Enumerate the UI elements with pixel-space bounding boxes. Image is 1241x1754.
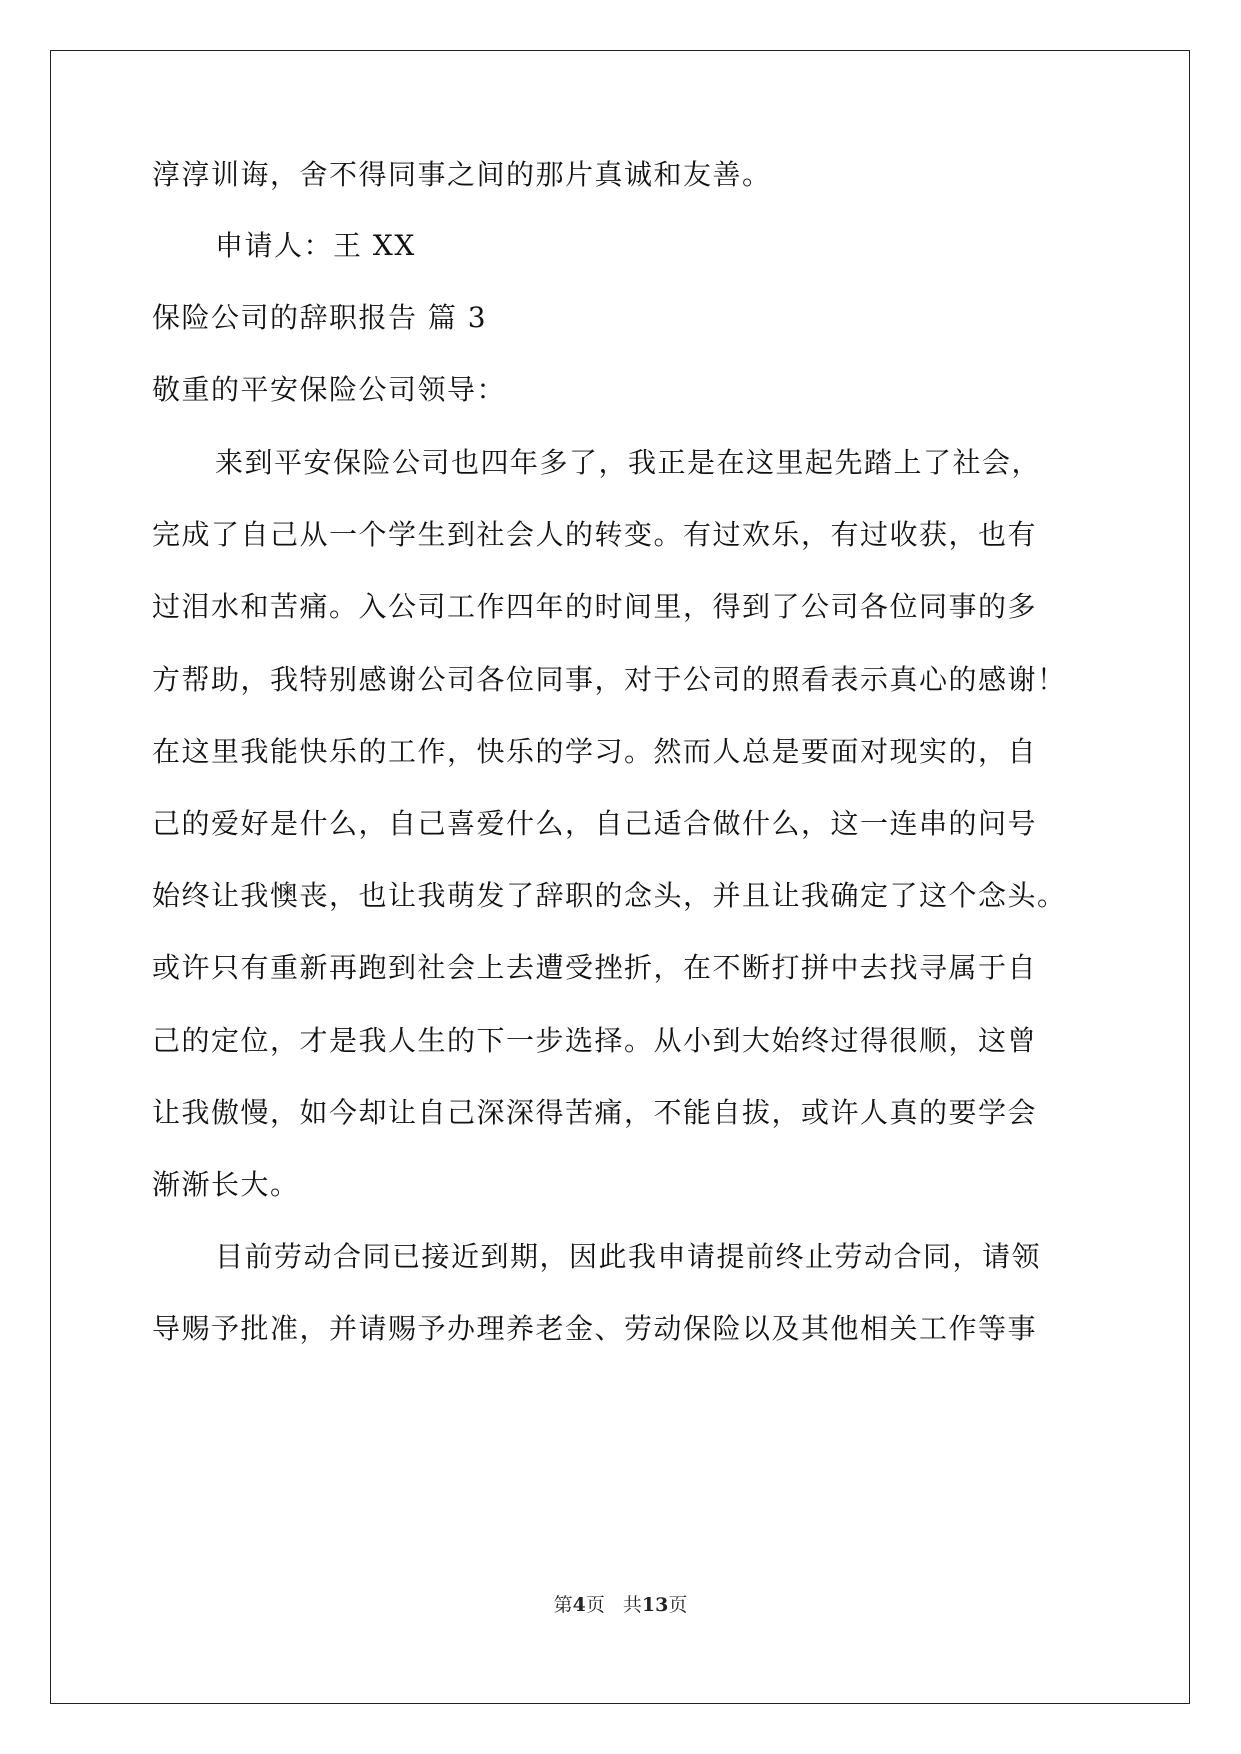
applicant-signature: 申请人：王 XX [215, 229, 416, 262]
paragraph-line: 让我傲慢，如今却让自己深深得苦痛，不能自拔，或许人真的要学会 [152, 1096, 1038, 1129]
paragraph-line: 渐渐长大。 [152, 1168, 300, 1201]
section-heading: 保险公司的辞职报告 篇 3 [152, 301, 488, 334]
footer-total-pages: 13 [641, 1594, 669, 1616]
paragraph-line: 或许只有重新再跑到社会上去遭受挫折，在不断打拼中去找寻属于自 [152, 951, 1038, 984]
paragraph-line: 导赐予批准，并请赐予办理养老金、劳动保险以及其他相关工作等事 [152, 1312, 1038, 1345]
paragraph-line: 来到平安保险公司也四年多了，我正是在这里起先踏上了社会， [215, 446, 1042, 479]
paragraph-line: 方帮助，我特别感谢公司各位同事，对于公司的照看表示真心的感谢！ [152, 663, 1067, 696]
paragraph-line: 己的爱好是什么，自己喜爱什么，自己适合做什么，这一连串的问号 [152, 807, 1038, 840]
paragraph-line: 完成了自己从一个学生到社会人的转变。有过欢乐，有过收获，也有 [152, 518, 1038, 551]
footer-total-suffix: 页 [668, 1594, 688, 1616]
salutation: 敬重的平安保险公司领导： [152, 373, 507, 406]
paragraph-line: 过泪水和苦痛。入公司工作四年的时间里，得到了公司各位同事的多 [152, 590, 1038, 623]
footer-page-number: 4 [572, 1594, 586, 1616]
paragraph-line: 己的定位，才是我人生的下一步选择。从小到大始终过得很顺，这曾 [152, 1024, 1038, 1057]
footer-total-prefix: 共 [622, 1594, 642, 1616]
text-line: 淳淳训诲，舍不得同事之间的那片真诚和友善。 [152, 158, 772, 191]
paragraph-line: 始终让我懊丧，也让我萌发了辞职的念头，并且让我确定了这个念头。 [152, 879, 1067, 912]
paragraph-line: 目前劳动合同已接近到期，因此我申请提前终止劳动合同，请领 [215, 1240, 1042, 1273]
footer-page-suffix: 页 [585, 1594, 605, 1616]
page-footer [0, 1593, 1241, 1617]
footer-page-prefix: 第 [553, 1594, 573, 1616]
paragraph-line: 在这里我能快乐的工作，快乐的学习。然而人总是要面对现实的，自 [152, 735, 1038, 768]
